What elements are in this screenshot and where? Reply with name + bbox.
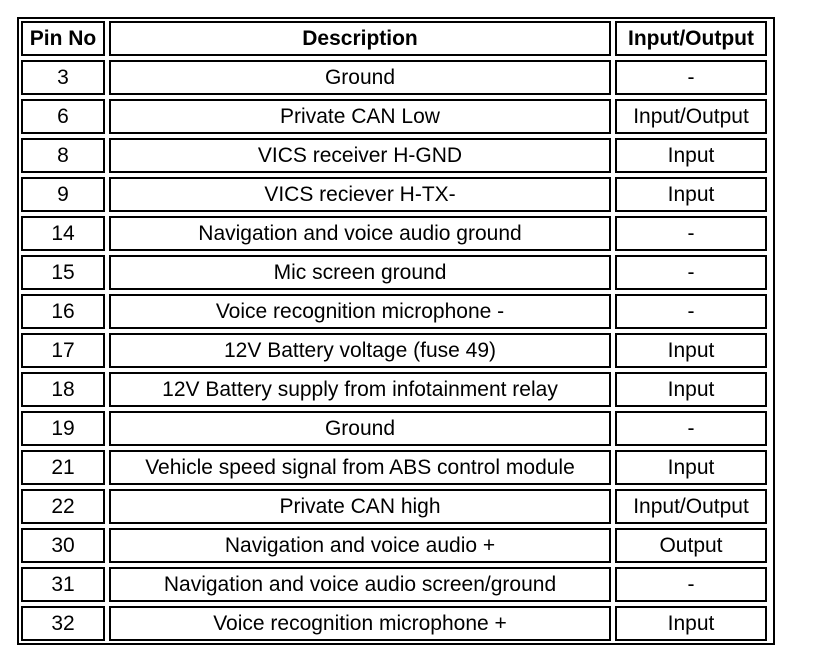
description-cell: Navigation and voice audio ground: [109, 216, 611, 251]
pin-cell: 32: [21, 606, 105, 641]
table-row: [21, 567, 767, 602]
table-row: [21, 606, 767, 641]
io-cell: Input: [615, 333, 767, 368]
io-cell: Input: [615, 177, 767, 212]
description-cell: 12V Battery voltage (fuse 49): [109, 333, 611, 368]
pin-cell: 9: [21, 177, 105, 212]
description-cell: Navigation and voice audio +: [109, 528, 611, 563]
pin-cell: 15: [21, 255, 105, 290]
pin-cell: 3: [21, 60, 105, 95]
table-row: [21, 294, 767, 329]
description-cell: VICS reciever H-TX-: [109, 177, 611, 212]
pin-cell: 18: [21, 372, 105, 407]
pin-cell: 16: [21, 294, 105, 329]
description-cell: Private CAN high: [109, 489, 611, 524]
pin-cell: 8: [21, 138, 105, 173]
description-cell: Vehicle speed signal from ABS control module: [109, 450, 611, 485]
io-cell: Input: [615, 138, 767, 173]
header-description: Description: [109, 21, 611, 56]
table-row: [21, 333, 767, 368]
io-cell: Input: [615, 606, 767, 641]
table-row: [21, 411, 767, 446]
table-row: [21, 450, 767, 485]
header-pin-no: Pin No: [21, 21, 105, 56]
description-cell: VICS receiver H-GND: [109, 138, 611, 173]
description-cell: Voice recognition microphone +: [109, 606, 611, 641]
io-cell: -: [615, 567, 767, 602]
pin-cell: 14: [21, 216, 105, 251]
io-cell: Input/Output: [615, 99, 767, 134]
table-row: [21, 99, 767, 134]
pin-cell: 30: [21, 528, 105, 563]
table-row: [21, 255, 767, 290]
table-row: [21, 372, 767, 407]
io-cell: -: [615, 216, 767, 251]
pin-cell: 19: [21, 411, 105, 446]
description-cell: Navigation and voice audio screen/ground: [109, 567, 611, 602]
description-cell: Ground: [109, 60, 611, 95]
pin-cell: 6: [21, 99, 105, 134]
io-cell: -: [615, 411, 767, 446]
io-cell: -: [615, 255, 767, 290]
header-row: [21, 21, 767, 56]
table-row: [21, 528, 767, 563]
io-cell: -: [615, 60, 767, 95]
io-cell: Input: [615, 450, 767, 485]
io-cell: Input: [615, 372, 767, 407]
description-cell: Private CAN Low: [109, 99, 611, 134]
pin-cell: 21: [21, 450, 105, 485]
pin-cell: 22: [21, 489, 105, 524]
table-row: [21, 489, 767, 524]
table-row: [21, 138, 767, 173]
table-row: [21, 177, 767, 212]
table-row: [21, 216, 767, 251]
description-cell: 12V Battery supply from infotainment relay: [109, 372, 611, 407]
io-cell: Output: [615, 528, 767, 563]
description-cell: Ground: [109, 411, 611, 446]
pin-cell: 31: [21, 567, 105, 602]
table-row: [21, 60, 767, 95]
pin-cell: 17: [21, 333, 105, 368]
io-cell: -: [615, 294, 767, 329]
io-cell: Input/Output: [615, 489, 767, 524]
description-cell: Voice recognition microphone -: [109, 294, 611, 329]
pinout-table: [17, 17, 771, 645]
header-input-output: Input/Output: [615, 21, 767, 56]
description-cell: Mic screen ground: [109, 255, 611, 290]
